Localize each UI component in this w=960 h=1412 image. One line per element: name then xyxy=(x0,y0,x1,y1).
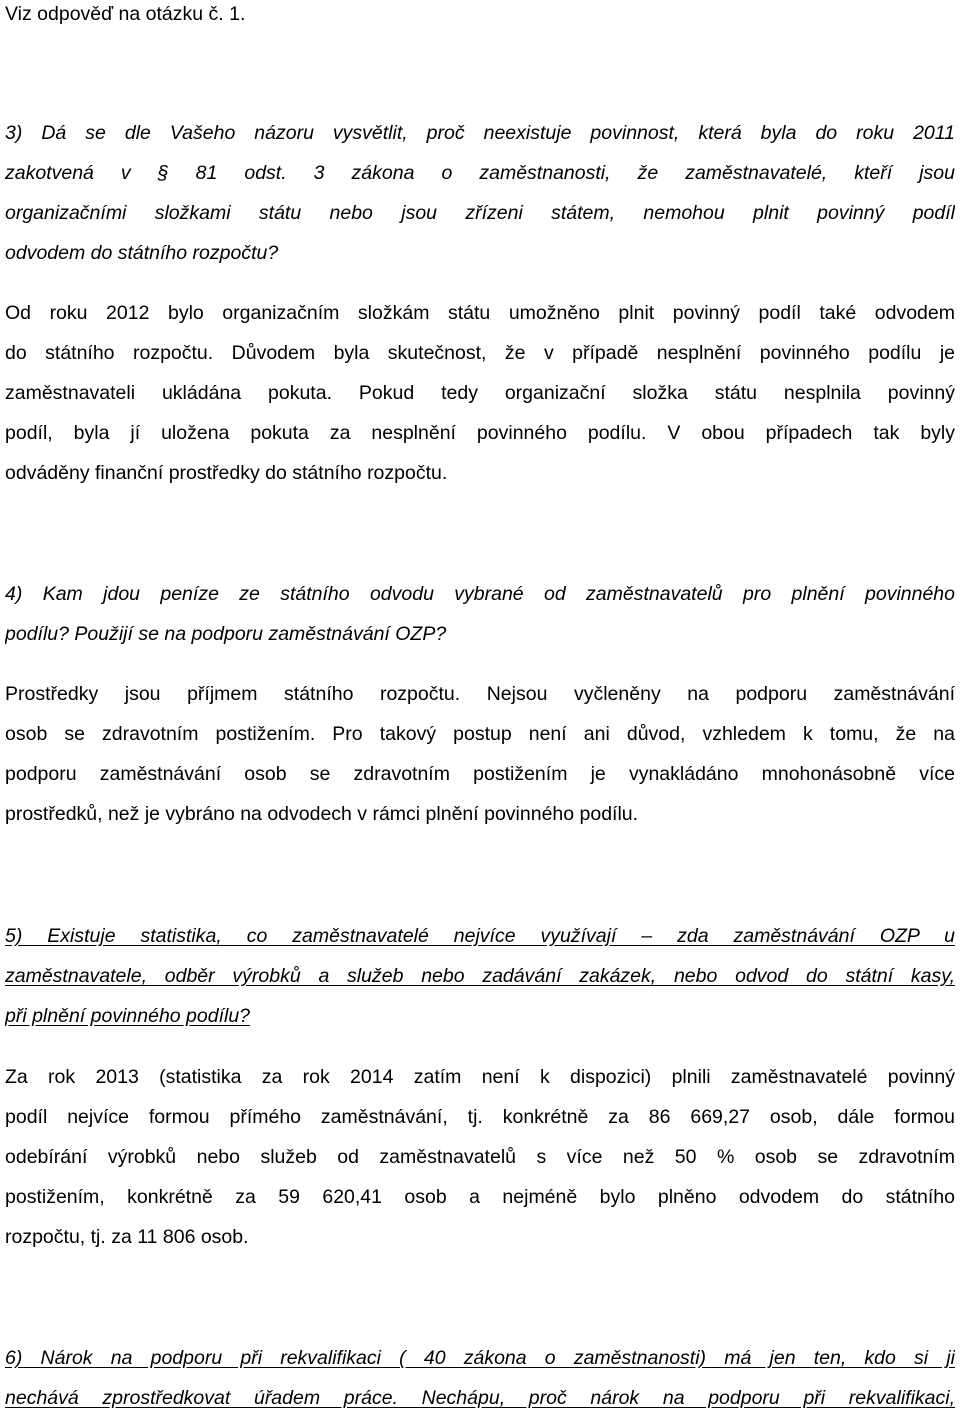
reference-note: Viz odpověď na otázku č. 1. xyxy=(5,3,246,25)
question-5-line-3: při plnění povinného podílu? xyxy=(5,1005,251,1027)
question-6-line-2: nechává zprostředkovat úřadem práce. Nechápu, proč nárok na podporu při rekvalifikaci, xyxy=(5,1387,955,1409)
answer-5-line-4: postižením, konkrétně za 59 620,41 osob a nejméně bylo plněno odvodem do státního xyxy=(5,1186,955,1208)
answer-5-line-1: Za rok 2013 (statistika za rok 2014 zatím není k dispozici) plnili zaměstnavatelé povinný xyxy=(5,1066,955,1088)
answer-3-line-1: Od roku 2012 bylo organizačním složkám státu umožněno plnit povinný podíl také odvodem xyxy=(5,302,955,324)
answer-5-line-5: rozpočtu, tj. za 11 806 osob. xyxy=(5,1226,249,1248)
question-3-line-2: zakotvená v § 81 odst. 3 zákona o zaměstnanosti, že zaměstnavatelé, kteří jsou xyxy=(5,162,955,184)
answer-3-line-3: zaměstnavateli ukládána pokuta. Pokud tedy organizační složka státu nesplnila povinný xyxy=(5,382,955,404)
answer-4-line-2: osob se zdravotním postižením. Pro takový postup není ani důvod, vzhledem k tomu, že na xyxy=(5,723,955,745)
question-3-line-1: 3) Dá se dle Vašeho názoru vysvětlit, proč neexistuje povinnost, která byla do roku 2011 xyxy=(5,122,955,144)
question-6-line-1: 6) Nárok na podporu při rekvalifikaci ( 40 zákona o zaměstnanosti) má jen ten, kdo si ji xyxy=(5,1347,955,1369)
question-3-line-4: odvodem do státního rozpočtu? xyxy=(5,242,279,264)
question-5-line-2: zaměstnavatele, odběr výrobků a služeb nebo zadávání zakázek, nebo odvod do státní kasy, xyxy=(5,965,955,987)
answer-4-line-3: podporu zaměstnávání osob se zdravotním postižením je vynakládáno mnohonásobně více xyxy=(5,763,955,785)
answer-4-line-4: prostředků, než je vybráno na odvodech v rámci plnění povinného podílu. xyxy=(5,803,639,825)
answer-5-line-2: podíl nejvíce formou přímého zaměstnávání, tj. konkrétně za 86 669,27 osob, dále formou xyxy=(5,1106,955,1128)
question-3-line-3: organizačními složkami státu nebo jsou zřízeni státem, nemohou plnit povinný podíl xyxy=(5,202,955,224)
answer-3-line-2: do státního rozpočtu. Důvodem byla skutečnost, že v případě nesplnění povinného podílu je xyxy=(5,342,955,364)
answer-3-line-4: podíl, byla jí uložena pokuta za nesplnění povinného podílu. V obou případech tak byly xyxy=(5,422,955,444)
answer-5-line-3: odebírání výrobků nebo služeb od zaměstnavatelů s více než 50 % osob se zdravotním xyxy=(5,1146,955,1168)
question-4-line-2: podílu? Použijí se na podporu zaměstnávání OZP? xyxy=(5,623,447,645)
answer-4-line-1: Prostředky jsou příjmem státního rozpočtu. Nejsou vyčleněny na podporu zaměstnávání xyxy=(5,683,955,705)
question-5-line-1: 5) Existuje statistika, co zaměstnavatelé nejvíce využívají – zda zaměstnávání OZP u xyxy=(5,925,955,947)
question-4-line-1: 4) Kam jdou peníze ze státního odvodu vybrané od zaměstnavatelů pro plnění povinného xyxy=(5,583,955,605)
answer-3-line-5: odváděny finanční prostředky do státního rozpočtu. xyxy=(5,462,448,484)
